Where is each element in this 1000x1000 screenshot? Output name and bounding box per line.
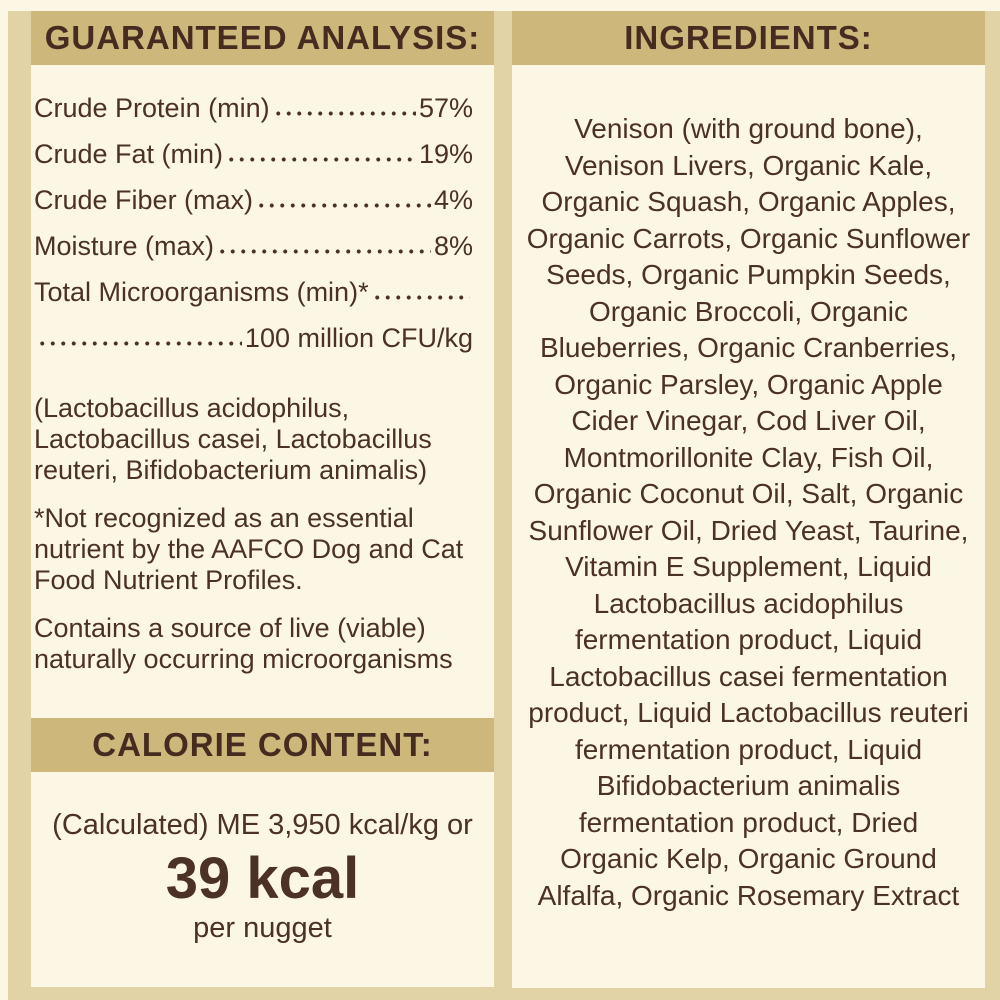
dotted-leader <box>372 294 470 301</box>
calorie-value: 39 kcal <box>165 846 360 911</box>
analysis-label: Crude Protein (min) <box>34 93 270 123</box>
ingredients-header <box>512 11 985 65</box>
analysis-value: 19% <box>418 139 473 169</box>
left-column <box>31 11 494 987</box>
calorie-content-panel <box>31 772 494 987</box>
calorie-unit: per nugget <box>193 912 332 944</box>
microorganisms-note: (Lactobacillus acidophilus, Lactobacillus casei, Lactobacillus reuteri, Bifidobacterium animalis) <box>34 393 432 485</box>
analysis-rows <box>34 93 473 369</box>
viable-note: Contains a source of live (viable) naturally occurring microorganisms <box>34 613 453 674</box>
analysis-row-total-microorganisms <box>34 277 473 323</box>
analysis-value: 4% <box>433 185 473 215</box>
calorie-calculated-line: (Calculated) ME 3,950 kcal/kg or <box>52 809 473 841</box>
dotted-leader <box>273 110 416 117</box>
analysis-label: Crude Fiber (max) <box>34 185 254 215</box>
analysis-row-crude-fiber <box>34 185 473 231</box>
analysis-row-crude-protein <box>34 93 473 139</box>
dotted-leader <box>256 202 431 209</box>
ingredients-text: Venison (with ground bone), Venison Livers, Organic Kale, Organic Squash, Organic Apples, Organic Carrots, Organic Sunflower Seeds, Organic Pumpkin Seeds, Organic Broccoli, Organic Blueberries, Organic Cranberries, Organic Parsley, Organic Apple Cider Vinegar, Cod Liver Oil, Montmorillonite Clay, Fish Oil, Organic Coconut Oil, Salt, Organic Sunflower Oil, Dried Yeast, Taurine, Vitamin E Supplement, Liquid Lactobacillus acidophilus fermentation product, Liquid Lactobacillus casei fermentation product, Liquid Lactobacillus reuteri fermentation product, Liquid Bifidobacterium animalis fermentation product, Dried Organic Kelp, Organic Ground Alfalfa, Organic Rosemary Extract <box>526 113 971 911</box>
calorie-content-title: CALORIE CONTENT: <box>92 726 433 763</box>
analysis-label: Total Microorganisms (min)* <box>34 277 369 307</box>
guaranteed-analysis-panel <box>31 65 494 718</box>
analysis-row-cfu-continuation <box>34 323 473 369</box>
dotted-leader <box>217 248 431 255</box>
analysis-value: 57% <box>418 93 473 123</box>
guaranteed-analysis-header <box>31 11 494 65</box>
analysis-value: 8% <box>433 231 473 261</box>
analysis-row-crude-fat <box>34 139 473 185</box>
right-column <box>512 11 985 988</box>
aafco-note: *Not recognized as an essential nutrient by the AAFCO Dog and Cat Food Nutrient Profiles. <box>34 503 464 595</box>
dotted-leader <box>226 156 416 163</box>
calorie-content-header <box>31 718 494 772</box>
analysis-label: Crude Fat (min) <box>34 139 224 169</box>
analysis-label: Moisture (max) <box>34 231 215 261</box>
analysis-row-moisture <box>34 231 473 277</box>
ingredients-panel <box>512 65 985 988</box>
analysis-value: 100 million CFU/kg <box>244 323 473 353</box>
dotted-leader <box>37 340 242 347</box>
guaranteed-analysis-title: GUARANTEED ANALYSIS: <box>44 19 481 56</box>
ingredients-title: INGREDIENTS: <box>624 19 873 56</box>
